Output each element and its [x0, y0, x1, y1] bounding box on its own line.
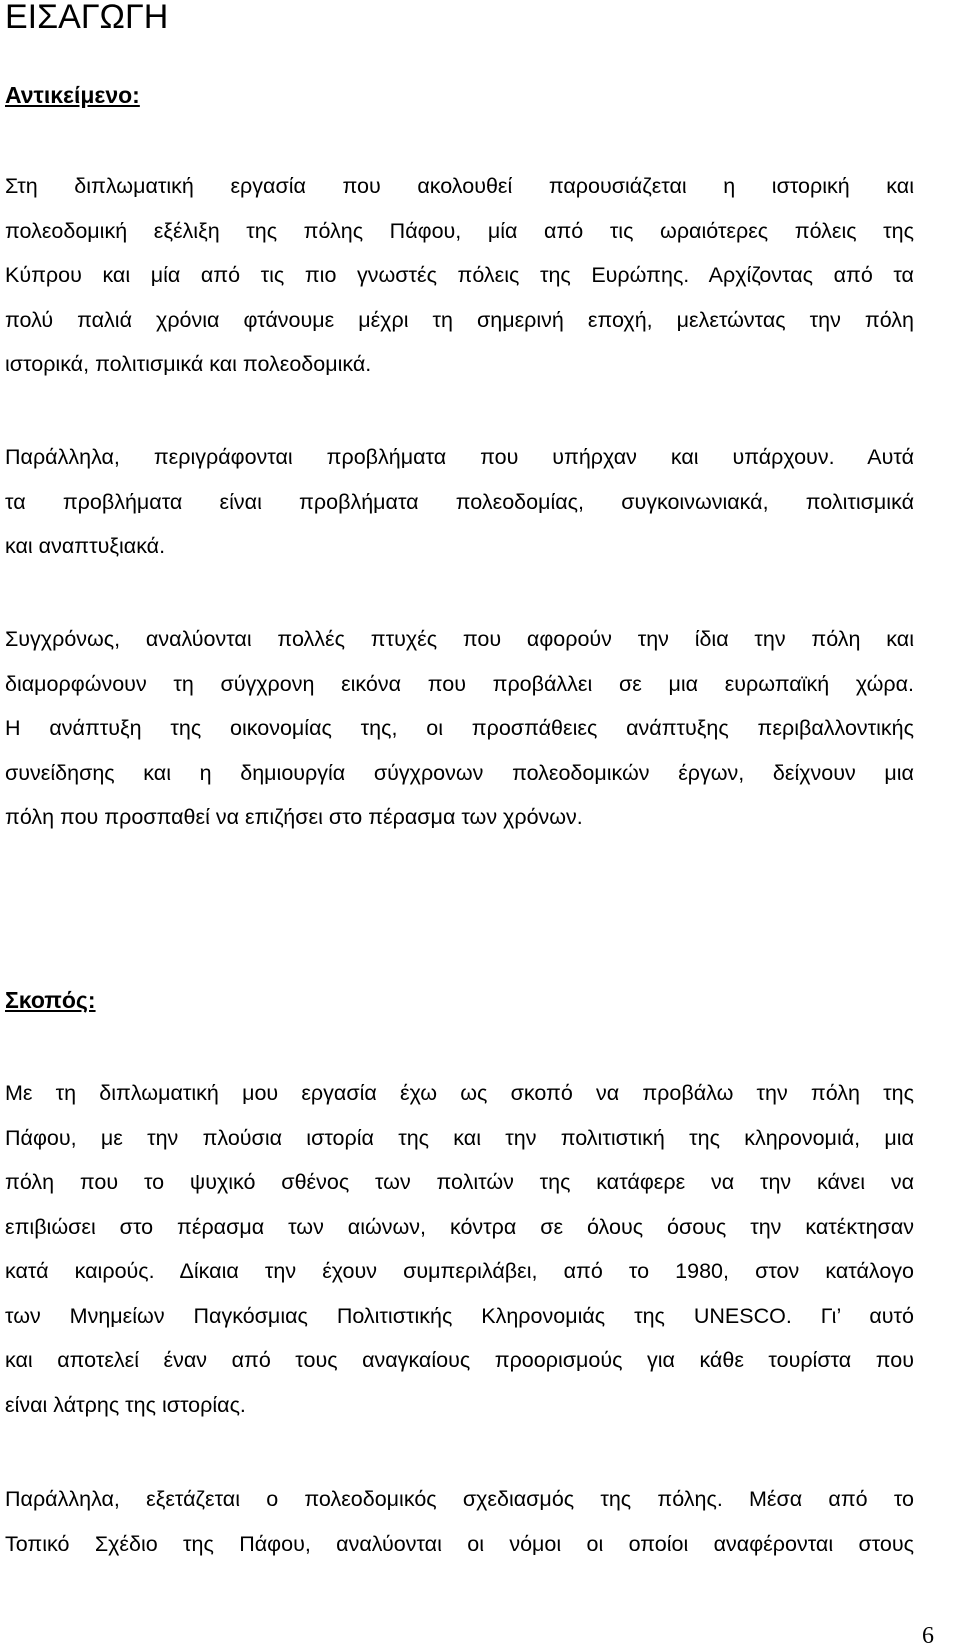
text-line: και αναπτυξιακά. — [5, 534, 166, 558]
text-line: Τοπικό Σχέδιο της Πάφου, αναλύονται οι νόμοι οι οποίοι αναφέρονται στους — [5, 1531, 914, 1556]
text-line: πόλη που προσπαθεί να επιζήσει στο πέρασμα των χρόνων. — [5, 805, 583, 829]
text-line: διαμορφώνουν τη σύγχρονη εικόνα που προβάλλει σε μια ευρωπαϊκή χώρα. — [5, 671, 914, 696]
paragraph-intro — [5, 164, 914, 387]
text-line: Στη διπλωματική εργασία που ακολουθεί παρουσιάζεται η ιστορική και — [5, 174, 914, 198]
text-line: Κύπρου και μία από τις πιο γνωστές πόλεις της Ευρώπης. Αρχίζοντας από τα — [5, 263, 914, 287]
text-line: πολύ παλιά χρόνια φτάνουμε μέχρι τη σημερινή εποχή, μελετώντας την πόλη — [5, 307, 914, 332]
text-line: συνείδησης και η δημιουργία σύγχρονων πολεοδομικών έργων, δείχνουν μια — [5, 760, 914, 785]
paragraph-purpose — [5, 1071, 914, 1427]
text-line: και αποτελεί έναν από τους αναγκαίους προορισμούς για κάθε τουρίστα που — [5, 1348, 914, 1372]
section-heading-skopos: Σκοπός: — [5, 987, 96, 1013]
text-line: τα προβλήματα είναι προβλήματα πολεοδομίας, συγκοινωνιακά, πολιτισμικά — [5, 489, 914, 514]
section-heading-antikeimeno: Αντικείμενο: — [5, 82, 140, 108]
text-line: Παράλληλα, εξετάζεται ο πολεοδομικός σχεδιασμός της πόλης. Μέσα από το — [5, 1487, 914, 1511]
paragraph-aspects — [5, 617, 914, 840]
text-line: Με τη διπλωματική μου εργασία έχω ως σκοπό να προβάλω την πόλη της — [5, 1081, 914, 1105]
text-line: επιβιώσει στο πέρασμα των αιώνων, κόντρα σε όλους όσους την κατέκτησαν — [5, 1214, 914, 1239]
text-line: κατά καιρούς. Δίκαια την έχουν συμπεριλάβει, από το 1980, στον κατάλογο — [5, 1259, 914, 1283]
paragraph-problems — [5, 435, 914, 569]
page-number: 6 — [922, 1623, 934, 1649]
text-line: ιστορικά, πολιτισμικά και πολεοδομικά. — [5, 352, 372, 376]
text-line: Συγχρόνως, αναλύονται πολλές πτυχές που αφορούν την ίδια την πόλη και — [5, 627, 914, 651]
text-line: Παράλληλα, περιγράφονται προβλήματα που υπήρχαν και υπάρχουν. Αυτά — [5, 445, 914, 469]
text-line: Πάφου, με την πλούσια ιστορία της και την πολιτιστική της κληρονομιά, μια — [5, 1125, 914, 1150]
paragraph-planning — [5, 1477, 914, 1566]
text-line: πολεοδομική εξέλιξη της πόλης Πάφου, μία από τις ωραιότερες πόλεις της — [5, 218, 914, 243]
text-line: των Μνημείων Παγκόσμιας Πολιτιστικής Κληρονομιάς της UNESCO. Γι’ αυτό — [5, 1303, 914, 1328]
text-line: Η ανάπτυξη της οικονομίας της, οι προσπάθειες ανάπτυξης περιβαλλοντικής — [5, 716, 914, 740]
document-title: ΕΙΣΑΓΩΓΗ — [5, 0, 169, 36]
text-line: πόλη που το ψυχικό σθένος των πολιτών της κατάφερε να την κάνει να — [5, 1170, 914, 1194]
text-line: είναι λάτρης της ιστορίας. — [5, 1392, 246, 1417]
